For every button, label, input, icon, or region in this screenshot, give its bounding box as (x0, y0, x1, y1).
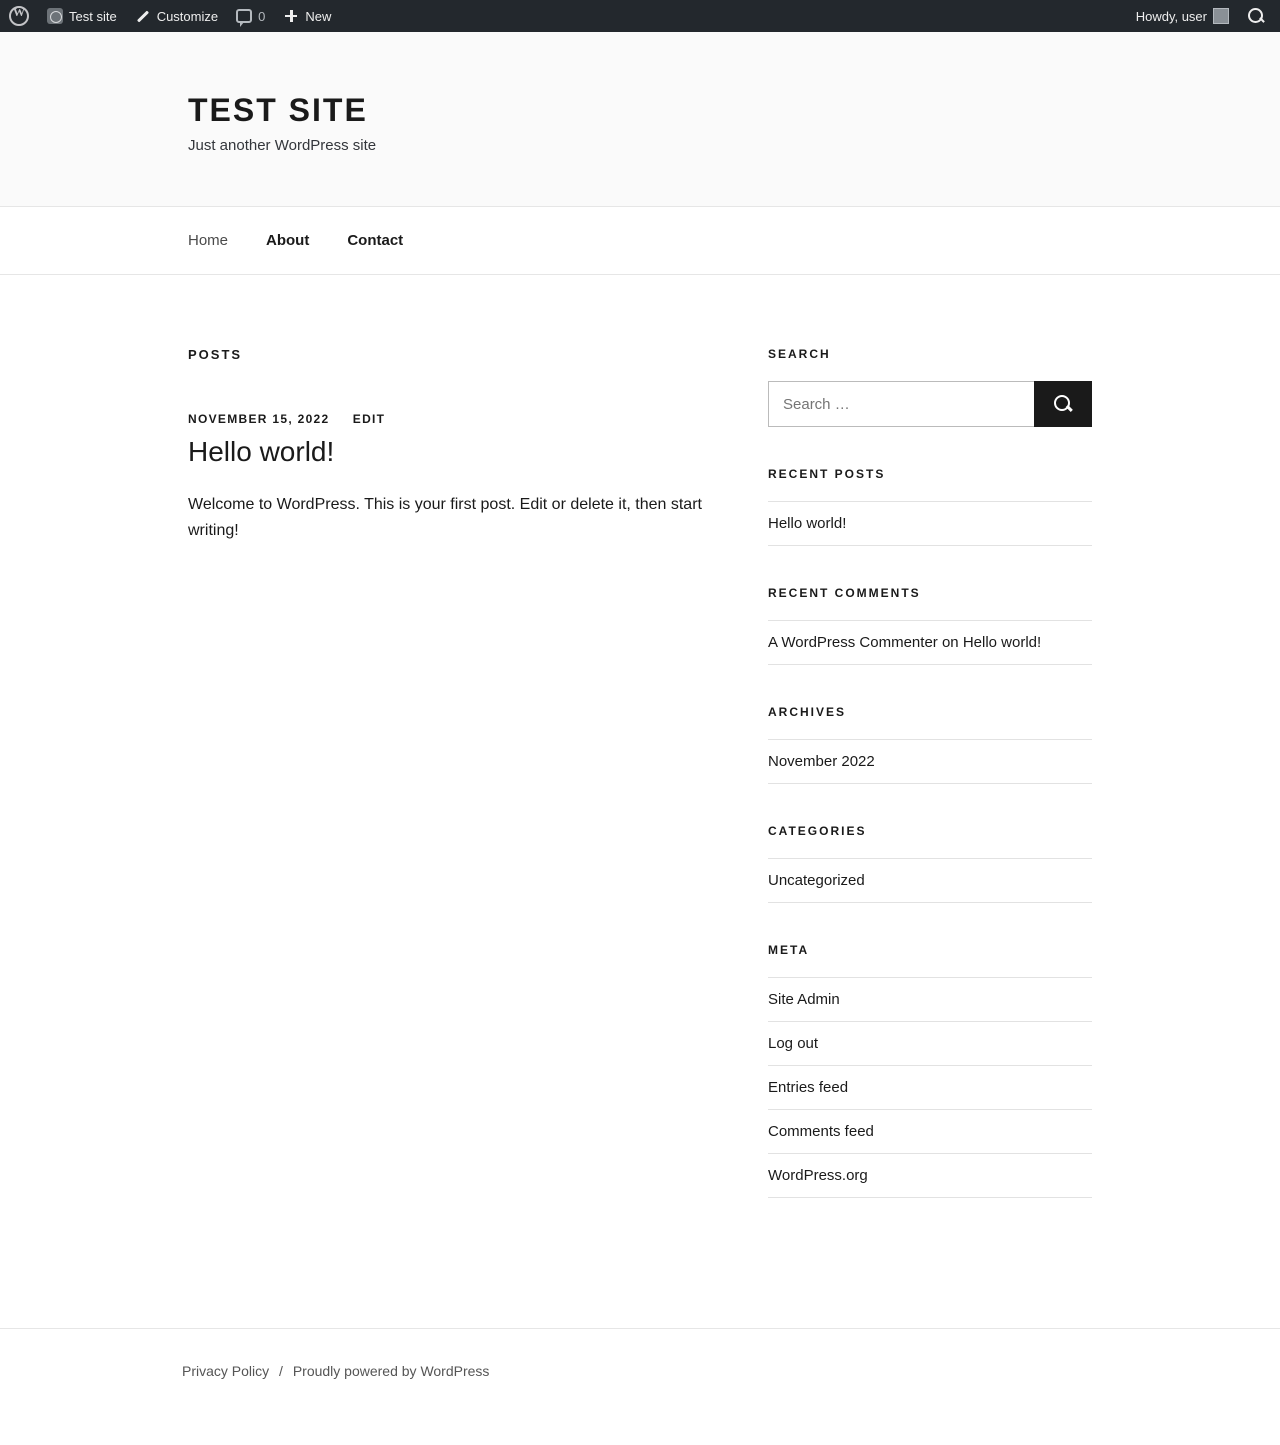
privacy-policy-link[interactable]: Privacy Policy (182, 1363, 270, 1379)
meta-link-wordpress-org[interactable]: WordPress.org (768, 1167, 868, 1184)
list-item[interactable] (768, 1110, 1092, 1154)
nav-item-home[interactable]: Home (188, 232, 229, 249)
comment-bubble-icon (236, 9, 252, 23)
search-submit-button[interactable] (1034, 381, 1092, 427)
archive-link[interactable]: November 2022 (768, 753, 875, 770)
plus-icon (283, 8, 299, 24)
footer-separator: / (279, 1363, 283, 1379)
widget-recent-posts-title: RECENT POSTS (768, 467, 886, 481)
widget-search-title: SEARCH (768, 347, 831, 361)
widget-categories (768, 824, 1092, 903)
list-item (768, 621, 1092, 665)
meta-list (768, 977, 1092, 1198)
widget-categories-title: CATEGORIES (768, 824, 867, 838)
search-input[interactable] (768, 381, 1034, 427)
meta-link-comments-feed[interactable]: Comments feed (768, 1123, 874, 1140)
recent-comments-list (768, 620, 1092, 665)
meta-link-log-out[interactable]: Log out (768, 1035, 819, 1052)
admin-bar (0, 0, 1280, 32)
nav-item-contact[interactable]: Contact (347, 232, 404, 249)
list-item[interactable] (768, 1066, 1092, 1110)
admin-bar-comment-count: 0 (258, 8, 266, 24)
list-item[interactable] (768, 502, 1092, 546)
comment-post-link[interactable]: Hello world! (962, 634, 1042, 651)
archives-list (768, 739, 1092, 784)
widget-archives-title: ARCHIVES (768, 705, 847, 719)
recent-post-link[interactable]: Hello world! (768, 515, 847, 532)
site-icon (47, 8, 63, 24)
list-item[interactable] (768, 1154, 1092, 1198)
comment-on-text: on (937, 634, 963, 651)
post-body-text: Welcome to WordPress. This is your first post. Edit or delete it, then start writing! (188, 496, 702, 539)
main-content (188, 347, 768, 1238)
admin-bar-site-name-label: Test site (69, 8, 117, 24)
search-icon (1247, 7, 1265, 25)
wordpress-credit-link[interactable]: Proudly powered by WordPress (292, 1363, 490, 1379)
search-form (768, 381, 1092, 427)
search-icon (1054, 395, 1072, 413)
widget-archives (768, 705, 1092, 784)
admin-bar-howdy-label: Howdy, user (1135, 8, 1207, 24)
admin-bar-site-name[interactable] (38, 0, 126, 32)
widget-recent-comments (768, 586, 1092, 665)
site-description: Just another WordPress site (188, 137, 377, 154)
content-area (188, 275, 1092, 1238)
admin-bar-search-button[interactable] (1238, 0, 1274, 32)
widget-meta-title: META (768, 943, 810, 957)
admin-bar-customize-label: Customize (156, 8, 219, 24)
category-link[interactable]: Uncategorized (768, 872, 865, 889)
page-title[interactable]: TEST SITE (188, 92, 368, 128)
post-content (188, 492, 708, 543)
admin-bar-new-label: New (305, 8, 332, 24)
primary-navigation (0, 207, 1280, 275)
comment-author: A WordPress Commenter (768, 634, 938, 651)
nav-item-about[interactable]: About (266, 232, 310, 249)
pencil-icon (135, 8, 151, 24)
site-footer (0, 1328, 1280, 1413)
admin-bar-wp-logo[interactable] (0, 0, 38, 32)
post-date-link[interactable]: NOVEMBER 15, 2022 (188, 412, 330, 426)
list-item[interactable] (768, 859, 1092, 903)
post-meta (188, 412, 708, 426)
widget-search (768, 347, 1092, 427)
recent-posts-list (768, 501, 1092, 546)
meta-link-entries-feed[interactable]: Entries feed (768, 1079, 849, 1096)
list-item[interactable] (768, 1022, 1092, 1066)
avatar (1213, 8, 1229, 24)
wordpress-logo-icon (9, 6, 29, 26)
post-edit-link[interactable]: EDIT (352, 412, 386, 426)
list-item[interactable] (768, 978, 1092, 1022)
widget-recent-posts (768, 467, 1092, 546)
admin-bar-comments[interactable] (227, 0, 274, 32)
categories-list (768, 858, 1092, 903)
admin-bar-my-account[interactable] (1127, 0, 1238, 32)
meta-link-site-admin[interactable]: Site Admin (768, 991, 840, 1008)
posts-heading: POSTS (188, 347, 243, 362)
admin-bar-right-group (1127, 0, 1274, 32)
list-item[interactable] (768, 740, 1092, 784)
admin-bar-new[interactable] (274, 0, 340, 32)
sidebar (768, 347, 1092, 1238)
widget-recent-comments-title: RECENT COMMENTS (768, 586, 921, 600)
post-title[interactable]: Hello world! (188, 436, 335, 467)
widget-meta (768, 943, 1092, 1198)
post-article (188, 412, 708, 543)
site-header (0, 32, 1280, 207)
admin-bar-customize[interactable] (126, 0, 227, 32)
